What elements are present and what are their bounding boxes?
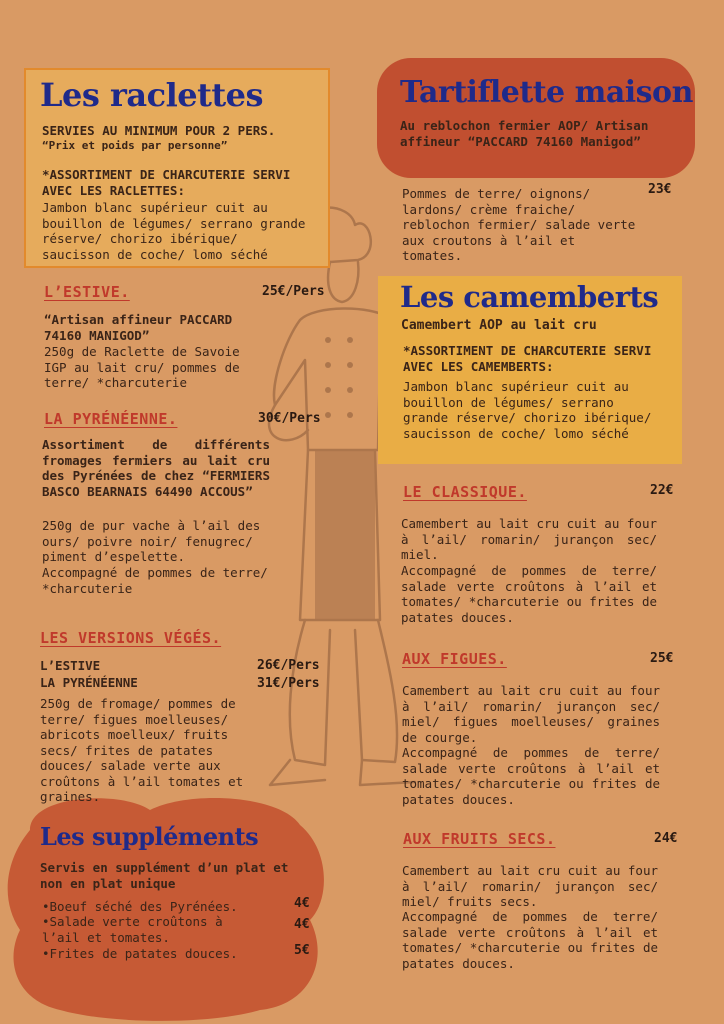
pyreneenne-price: 30€/Pers (258, 411, 321, 426)
supplements-intro: Servis en supplément d’un plat et non en plat unique (40, 860, 289, 891)
tartiflette-title: Tartiflette maison (400, 75, 693, 110)
figues-name: AUX FIGUES. (402, 650, 507, 668)
raclettes-assortment: Jambon blanc supérieur cuit au bouillon de légumes/ serrano grande réserve/ chorizo ibérique/ saucisson de coche/ lomo séché (42, 200, 306, 262)
supplement-item-3: •Frites de patates douces. (42, 946, 238, 961)
veges-title: LES VERSIONS VÉGÉS. (40, 629, 222, 647)
tartiflette-price: 23€ (648, 182, 672, 197)
camemberts-assortment-head: *ASSORTIMENT DE CHARCUTERIE SERVI AVEC LES CAMEMBERTS: (403, 343, 652, 374)
raclettes-title: Les raclettes (40, 76, 264, 114)
supplement-price-2: 4€ (294, 917, 310, 932)
raclettes-subtitle: SERVIES AU MINIMUM POUR 2 PERS. (42, 123, 276, 138)
veges-item-2-name: LA PYRÉNÉENNE (40, 675, 138, 690)
pyreneenne-extra: Accompagné de pommes de terre/ *charcuterie (42, 565, 268, 596)
camemberts-title: Les camemberts (400, 280, 659, 314)
supplement-price-1: 4€ (294, 896, 310, 911)
pyreneenne-desc: 250g de pur vache à l’ail des ours/ poivre noir/ fenugrec/ piment d’espelette. (42, 518, 261, 564)
pyreneenne-name: LA PYRÉNÉENNE. (44, 410, 178, 428)
estive-price: 25€/Pers (262, 284, 325, 299)
raclettes-note: “Prix et poids par personne” (42, 139, 228, 152)
tartiflette-supplier: Au reblochon fermier AOP/ Artisan affineur “PACCARD 74160 Manigod” (400, 118, 649, 149)
supplements-title: Les suppléments (40, 822, 259, 851)
supplement-item-1: •Boeuf séché des Pyrénées. (42, 899, 238, 914)
camemberts-subtitle: Camembert AOP au lait cru (401, 318, 597, 333)
classique-price: 22€ (650, 483, 674, 498)
tartiflette-desc: Pommes de terre/ oignons/ lardons/ crème fraiche/ reblochon fermier/ salade verte aux croutons à l’ail et tomates. (402, 186, 636, 263)
camemberts-assortment: Jambon blanc supérieur cuit au bouillon de légumes/ serrano grande réserve/ chorizo ibérique/ saucisson de coche/ lomo séché (403, 379, 652, 441)
figues-desc: Camembert au lait cru cuit au four à l’ail/ romarin/ jurançon sec/ miel/ figues moelleuses/ graines de courge. (402, 683, 660, 745)
classique-extra: Accompagné de pommes de terre/ salade verte croûtons à l’ail et tomates/ *charcuterie ou frites de patates douces. (401, 563, 657, 625)
classique-desc: Camembert au lait cru cuit au four à l’ail/ romarin/ jurançon sec/ miel. (401, 516, 657, 562)
veges-desc: 250g de fromage/ pommes de terre/ figues moelleuses/ abricots moelleux/ fruits secs/ frites de patates douces/ salade verte aux croûtons à l’ail tomates et graines. (40, 696, 244, 804)
estive-name: L’ESTIVE. (44, 283, 130, 301)
veges-item-1-price: 26€/Pers (257, 658, 320, 673)
supplement-item-2: •Salade verte croûtons à l’ail et tomates. (42, 914, 223, 945)
fruits-secs-price: 24€ (654, 831, 678, 846)
estive-supplier: “Artisan affineur PACCARD 74160 MANIGOD” (44, 312, 233, 343)
pyreneenne-supplier: Assortiment de différents fromages fermiers au lait cru des Pyrénées de chez “FERMIERS BASCO BEARNAIS 64490 ACCOUS” (42, 437, 270, 499)
estive-desc: 250g de Raclette de Savoie IGP au lait cru/ pommes de terre/ *charcuterie (44, 344, 240, 390)
fruits-secs-name: AUX FRUITS SECS. (403, 830, 556, 848)
veges-item-1-name: L’ESTIVE (40, 658, 101, 673)
veges-item-2-price: 31€/Pers (257, 676, 320, 691)
supplement-price-3: 5€ (294, 943, 310, 958)
fruits-secs-extra: Accompagné de pommes de terre/ salade verte croûtons à l’ail et tomates/ *charcuterie ou frites de patates douces. (402, 909, 658, 971)
figues-extra: Accompagné de pommes de terre/ salade verte croûtons à l’ail et tomates/ *charcuterie ou frites de patates douces. (402, 745, 660, 807)
raclettes-assortment-head: *ASSORTIMENT DE CHARCUTERIE SERVI AVEC LES RACLETTES: (42, 167, 291, 198)
figues-price: 25€ (650, 651, 674, 666)
fruits-secs-desc: Camembert au lait cru cuit au four à l’ail/ romarin/ jurançon sec/ miel/ fruits secs. (402, 863, 658, 909)
classique-name: LE CLASSIQUE. (403, 483, 527, 501)
